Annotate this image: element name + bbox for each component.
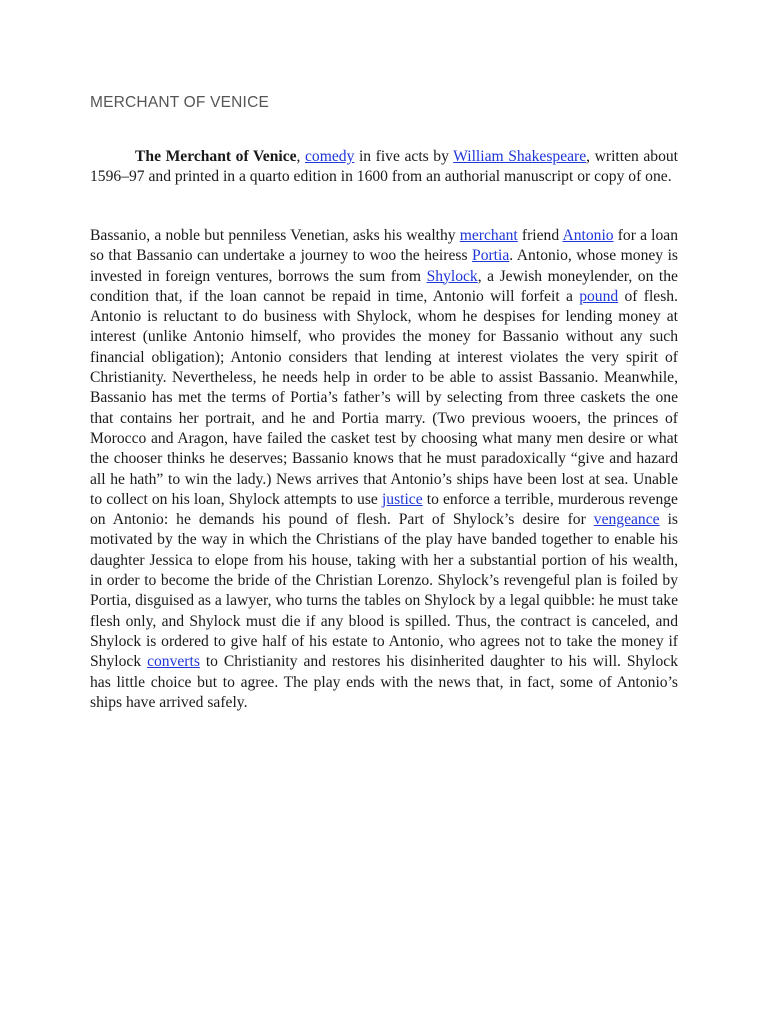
link-justice[interactable]: justice [381,490,423,508]
link-antonio[interactable]: Antonio [562,227,614,244]
link-converts[interactable]: converts [147,653,200,671]
link-merchant[interactable]: merchant [459,227,518,244]
document-heading: MERCHANT OF VENICE [90,94,269,111]
intro-paragraph [90,147,678,188]
paragraph-text: friend [517,227,563,244]
paragraph-text: , written about 1596–97 and printed in a quarto edition in 1600 from an authorial manuscript or copy of one. [90,148,679,186]
play-title: The Merchant of Venice [135,148,297,165]
paragraph-text: , a Jewish moneylender, on the condition that, if the loan cannot be repaid in time, Antonio will forfeit a [90,267,678,305]
plot-paragraph [90,226,678,713]
link-pound[interactable]: pound [579,287,619,305]
paragraph-text: in five acts by [354,148,454,165]
link-portia[interactable]: Portia [472,247,510,265]
paragraph-text: . Antonio, whose money is invested in foreign ventures, borrows the sum from [90,247,678,285]
link-comedy[interactable]: comedy [305,148,355,165]
paragraph-text: of flesh. Antonio is reluctant to do business with Shylock, whom he despises for lending money at interest (unlike Antonio himself, who provides the money for Bassanio without any such financial obligation); Antonio considers that lending at interest violates the very spirit of Christianity. Nevertheless, he needs help in order to be able to assist Bassanio. Meanwhile, Bassanio has met the terms of Portia’s father’s will by selecting from three caskets the one that contains her portrait, and he and Portia marry. (Two previous wooers, the princes of Morocco and Aragon, have failed the casket test by choosing what many men desire or what the chooser thinks he deserves; Bassanio knows that he must paradoxically “give and hazard all he hath” to win the lady.) News arrives that Antonio’s ships have been lost at sea. Unable to collect on his loan, Shylock attempts to use [90,287,678,508]
paragraph-text: , [296,148,306,165]
link-vengeance[interactable]: vengeance [593,511,660,529]
link-william-shakespeare[interactable]: William Shakespeare [453,148,587,165]
paragraph-text: for a loan so that Bassanio can undertake a journey to woo the heiress [90,227,679,265]
paragraph-text: is motivated by the way in which the Christians of the play have banded together to enable his daughter Jessica to elope from his house, taking with her a substantial portion of his wealth, in order to become the bride of the Christian Lorenzo. Shylock’s revengeful plan is foiled by Portia, disguised as a lawyer, who turns the tables on Shylock by a legal quibble: he must take flesh only, and Shylock must die if any blood is spilled. Thus, the contract is canceled, and Shylock is ordered to give half of his estate to Antonio, who agrees not to take the money if Shylock [90,511,678,671]
paragraph-text: to Christianity and restores his disinherited daughter to his will. Shylock has little choice but to agree. The play ends with the news that, in fact, some of Antonio’s ships have arrived safely. [90,653,678,711]
link-shylock[interactable]: Shylock [426,267,478,285]
paragraph-text: Bassanio, a noble but penniless Venetian, asks his wealthy [90,227,460,244]
paragraph-text: to enforce a terrible, murderous revenge on Antonio: he demands his pound of flesh. Part of Shylock’s desire for [90,490,678,529]
